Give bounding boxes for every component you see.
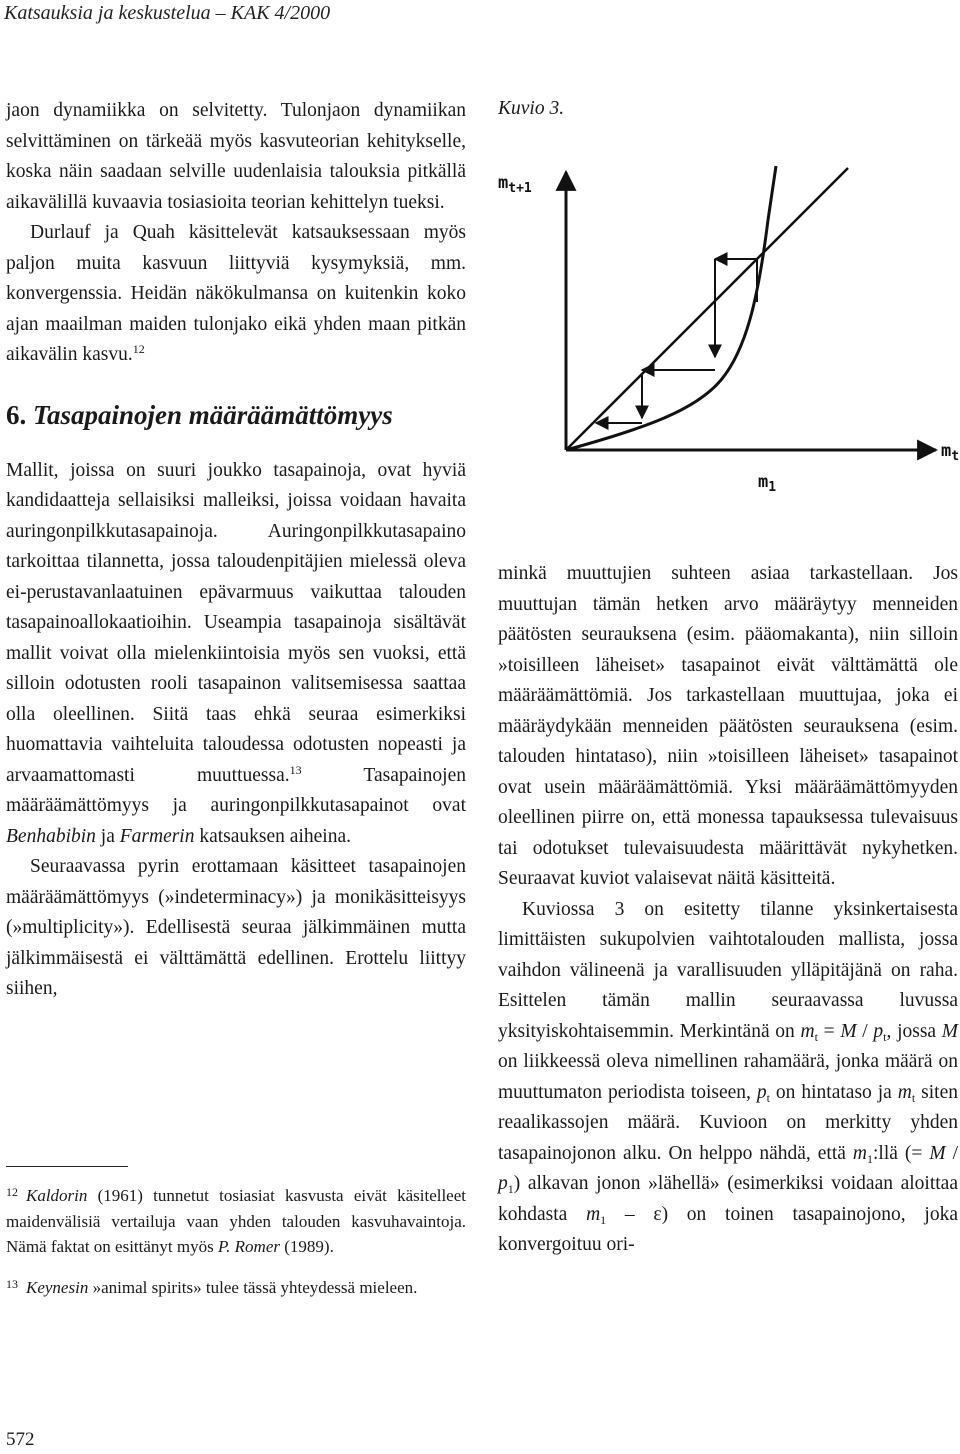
transition-curve xyxy=(566,166,776,450)
figure-caption: Kuvio 3. xyxy=(498,98,565,119)
right-column xyxy=(498,559,958,1261)
paragraph: Mallit, joissa on suuri joukko tasapainoja, ovat hyviä kandidaatteja sellaisiksi malleiksi, joissa voidaan havaita auringonpilkkutasapainoja. Auringonpilkkutasapaino tarkoittaa tilannetta, jossa taloudenpitäjien mielessä oleva ei-perustavanlaatuinen epävarmuus vaikuttaa talouden tasapainoallokaatioihin. Useampia tasapainoja sisältävät mallit voivat olla mielenkiintoisia myös sen vuoksi, että silloin odotusten rooli tasapainon valitsemisessa saattaa olla oleellinen. Siitä taas ehkä seuraa esimerkiksi huomattavia vaihteluita taloudessa odotusten nopeasti ja arvaamattomasti muuttuessa.$^{13}$ Tasapainojen määräämättömyys ja auringonpilkkutasapainot ovat Benhabibin ja Farmerin katsauksen aiheina. xyxy=(6,459,466,847)
y-axis-label: $m_{t+1}$ xyxy=(498,173,532,196)
x-axis-label: $m_t$ xyxy=(941,441,960,464)
paragraph: minkä muuttujien suhteen asiaa tarkastellaan. Jos muuttujan tämän hetken arvo määräytyy menneiden päätösten seurauksena (esim. pääomakanta), niin silloin »toisilleen läheiset» tasapainot eivät välttämättä ole määräämättömiä. Jos tarkastellaan muuttujaa, joka ei määräydykään menneiden päätösten seurauksena (esim. talouden hintataso), niin »toisilleen läheiset» tasapainot ovat usein määräämättömiä. Yksi määräämättömyyden oleellinen piirre on, että monessa tapauksessa tulevaisuus tai odotukset tulevaisuudesta määrittävät nykyhetken. Seuraavat kuviot valaisevat näitä käsitteitä. xyxy=(498,563,958,889)
figure-3-diagram xyxy=(496,160,960,500)
left-column xyxy=(6,96,466,1005)
footnote-ref[interactable]: 12 xyxy=(132,342,145,356)
page-number: 572 xyxy=(6,1429,35,1450)
m1-label: $m_1$ xyxy=(758,472,777,495)
running-head: Katsauksia ja keskustelua – KAK 4/2000 xyxy=(4,2,331,24)
footnote-divider xyxy=(6,1166,128,1167)
footnote-ref[interactable]: 13 xyxy=(289,762,302,777)
paragraph: Kuviossa 3 on esitetty tilanne yksinkertaisesta limittäisten sukupolvien vaihtotalouden mallista, jossa vaihdon välineenä ja varallisuuden ylläpitäjänä on raha. Esittelen tämän mallin seuraavassa luvussa yksityiskohtaisemmin. Merkintänä on $m_t = M / p_t$, jossa M on liikkeessä oleva nimellinen rahamäärä, jonka määrä on muuttumaton periodista toiseen, $p_t$ on hintataso ja $m_t$ siten reaalikassojen määrä. Kuvioon on merkitty yhden tasapainojonon alku. On helppo nähdä, että $m_1:llä$ (= M / $p_1$) alkavan jonon »lähellä» (esimerkiksi voidaan aloittaa kohdasta $m_1 - \varepsilon$) on toinen tasapainojono, joka konvergoituu ori- xyxy=(498,898,959,1255)
footnote: $^{12}$ Kaldorin (1961) tunnetut tosiasiat kasvusta eivät käsitelleet maidenvälisiä vertailuja vaan yhden talouden kasvuhavaintoja. Nämä faktat on esittänyt myös P. Romer (1989). xyxy=(6,1185,466,1256)
paragraph: jaon dynamiikka on selvitetty. Tulonjaon dynamiikan selvittäminen on tärkeää myös kasvuteorian kehitykselle, koska näin saadaan selville uudenlaisia talouksia pitkällä aikavälillä kuvaavia tosiasioita teorian kehittelyn tueksi. xyxy=(6,100,466,213)
section-heading: 6. Tasapainojen määräämättömyys xyxy=(6,399,393,430)
footnotes xyxy=(6,1180,466,1312)
paragraph: Seuraavassa pyrin erottamaan käsitteet tasapainojen määräämättömyys (»indeterminacy») ja monikäsitteisyys (»multiplicity»). Edellisestä seuraa jälkimmäinen mutta jälkimmäisestä ei välttämättä edellinen. Erottelu liittyy siihen, xyxy=(6,856,466,999)
paragraph: Durlauf ja Quah käsittelevät katsauksessaan myös paljon muita kasvuun liittyviä kysymyksiä, mm. konvergenssia. Heidän näkökulmansa on kuitenkin koko ajan maailman maiden tulonjako eikä yhden maan pitkän aikavälin kasvu.$^{12}$ xyxy=(6,222,466,365)
footnote: $^{13}$ Keynesin »animal spirits» tulee tässä yhteydessä mieleen. xyxy=(6,1276,418,1297)
forty-five-degree-line xyxy=(566,168,848,450)
